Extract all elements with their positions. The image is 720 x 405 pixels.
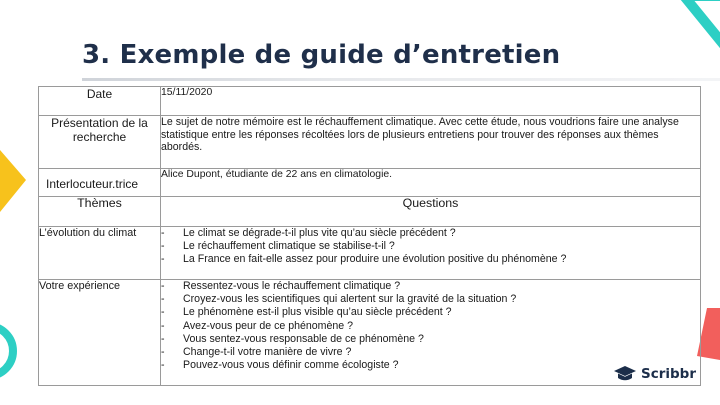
bullet-dash: - (161, 306, 165, 319)
bullet-dash: - (161, 319, 165, 332)
interlocutor-value: Alice Dupont, étudiante de 22 ans en climatologie. (161, 169, 701, 197)
questions-header: Questions (161, 197, 701, 227)
question-text: Avez-vous peur de ce phénomène ? (183, 319, 354, 332)
interlocutor-label: Interlocuteur.trice (39, 169, 161, 197)
question-item (161, 227, 700, 240)
yellow-triangle-decoration (0, 150, 30, 214)
teal-triangle-decoration (662, 0, 720, 60)
title-underline (82, 78, 720, 81)
question-item (161, 306, 700, 319)
table-row-date (39, 87, 701, 116)
question-text: La France en fait-elle assez pour produire une évolution positive du phénomène ? (183, 253, 567, 266)
bullet-dash: - (161, 293, 165, 306)
bullet-dash: - (161, 346, 165, 359)
teal-ring-decoration (0, 320, 22, 382)
question-text: Ressentez-vous le réchauffement climatique ? (183, 280, 401, 292)
table-row-theme (39, 227, 701, 280)
date-value: 15/11/2020 (161, 87, 701, 116)
question-text: Change-t-il votre manière de vivre ? (183, 346, 352, 359)
theme-name: L’évolution du climat (39, 227, 161, 280)
question-text: Le phénomène est-il plus visible qu’au siècle précédent ? (183, 306, 452, 319)
table-row-presentation (39, 116, 701, 169)
question-item (161, 253, 700, 266)
question-text: Vous sentez-vous responsable de ce phénomène ? (183, 332, 424, 345)
question-text: Le climat se dégrade-t-il plus vite qu’au siècle précédent ? (183, 227, 456, 239)
scribbr-logo (613, 363, 696, 385)
date-label: Date (39, 87, 161, 116)
question-item (161, 333, 700, 346)
presentation-label: Présentation de la recherche (39, 116, 161, 169)
bullet-dash: - (161, 332, 165, 345)
bullet-dash: - (161, 240, 165, 253)
interview-guide-table (38, 86, 701, 386)
question-text: Croyez-vous les scientifiques qui alertent sur la gravité de la situation ? (183, 293, 517, 306)
theme-name: Votre expérience (39, 280, 161, 386)
question-item (161, 320, 700, 333)
question-list (161, 227, 700, 267)
bullet-dash: - (161, 280, 165, 292)
themes-header: Thèmes (39, 197, 161, 227)
scribbr-logo-icon (613, 365, 637, 383)
question-text: Pouvez-vous vous définir comme écologiste ? (183, 359, 399, 372)
question-item (161, 240, 700, 253)
question-item (161, 346, 700, 359)
question-item (161, 293, 700, 306)
presentation-value: Le sujet de notre mémoire est le réchauffement climatique. Avec cette étude, nous voudrions faire une analyse statistique entre les réponses récoltées lors de plusieurs entretiens pour trouver des réponses aux thèmes abordés. (161, 116, 701, 169)
slide-title: 3. Exemple de guide d’entretien (82, 40, 561, 70)
bullet-dash: - (161, 227, 165, 239)
brand-name: Scribbr (641, 366, 696, 382)
table-row-interlocutor (39, 169, 701, 197)
question-list (161, 280, 700, 372)
bullet-dash: - (161, 359, 165, 372)
question-text: Le réchauffement climatique se stabilise-t-il ? (183, 240, 395, 253)
bullet-dash: - (161, 253, 165, 266)
table-row-theme (39, 280, 701, 386)
question-item (161, 280, 700, 293)
table-header-row (39, 197, 701, 227)
